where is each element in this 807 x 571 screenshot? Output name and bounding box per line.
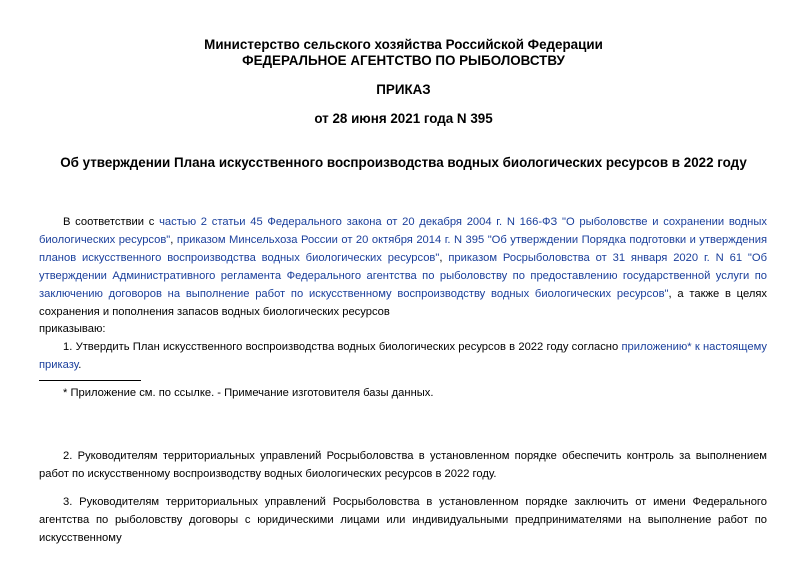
preamble-text: , а также в целях сохранения и пополнения запасов водных биологических ресурсов bbox=[39, 288, 767, 318]
link-appendix[interactable]: приложению* к настоящему приказу bbox=[39, 341, 767, 371]
link-federal-law[interactable]: частью 2 статьи 45 Федерального закона от 20 декабря 2004 г. N 166-ФЗ "О рыболовстве и сохранении водных биологических ресурсов" bbox=[39, 216, 767, 246]
footnote-text: * Приложение см. по ссылке. - Примечание изготовителя базы данных. bbox=[63, 387, 434, 399]
footnote-divider bbox=[39, 380, 141, 381]
item-3-paragraph: 3. Руководителям территориальных управлений Росрыболовства в установленном порядке заключить от имени Федерального агентства по рыболовству договоры с юридическими лицами или индивидуальными предпринимателями на выполнение работ по искусственному bbox=[39, 496, 767, 544]
preamble-text: В соответствии с bbox=[63, 216, 160, 228]
document-title: Об утверждении Плана искусственного воспроизводства водных биологических ресурсов в 2022 году bbox=[60, 155, 747, 170]
agency-name: ФЕДЕРАЛЬНОЕ АГЕНТСТВО ПО РЫБОЛОВСТВУ bbox=[242, 53, 565, 68]
item-2-paragraph: 2. Руководителям территориальных управлений Росрыболовства в установленном порядке обеспечить контроль за выполнением работ по искусственному воспроизводству водных биологических ресурсов в 2022 году. bbox=[39, 450, 767, 480]
item-1-text: 1. Утвердить План искусственного воспроизводства водных биологических ресурсов в 2022 году согласно bbox=[63, 341, 622, 353]
preamble-paragraph bbox=[39, 213, 767, 321]
link-rosrybolovstvo-order[interactable]: приказом Росрыболовства от 31 января 2020 г. N 61 "Об утверждении Административного регламента Федерального агентства по рыболовству по предоставлению государственной услуги по заключению договоров на выполнение работ по искусственному воспроизводству водных биологических ресурсов" bbox=[39, 252, 767, 300]
order-word: приказываю: bbox=[39, 323, 106, 335]
link-ministry-order[interactable]: приказом Минсельхоза России от 20 октября 2014 г. N 395 "Об утверждении Порядка подготовки и утверждения планов искусственного воспроизводства водных биологических ресурсов" bbox=[39, 234, 767, 264]
item-1-paragraph bbox=[39, 338, 767, 374]
preamble-text: , bbox=[170, 234, 177, 246]
ministry-name: Министерство сельского хозяйства Российской Федерации bbox=[204, 37, 603, 52]
item-1-end: . bbox=[78, 359, 82, 371]
document-type: ПРИКАЗ bbox=[376, 82, 431, 97]
preamble-text: , bbox=[439, 252, 449, 264]
document-date-number: от 28 июня 2021 года N 395 bbox=[314, 111, 493, 126]
